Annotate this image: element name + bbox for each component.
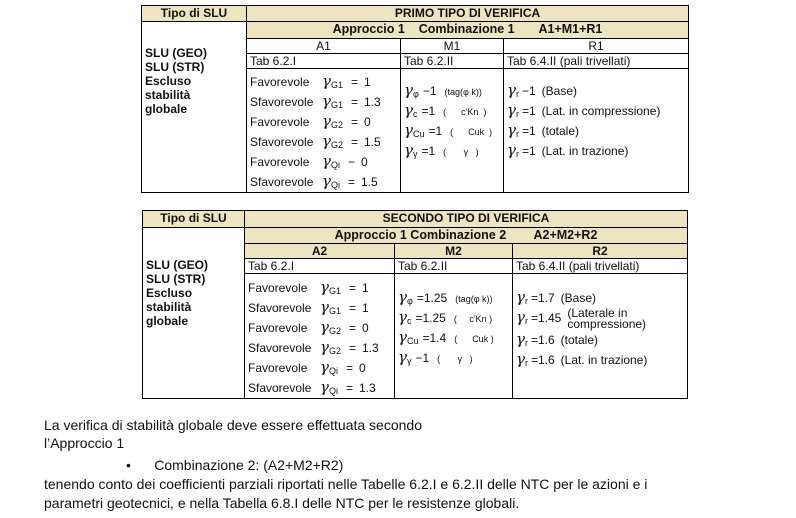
gamma-symbol: γ — [516, 288, 525, 306]
partial-factor-row — [250, 112, 397, 132]
paragraph-line-3: tenendo conto dei coefficienti parziali riportati nelle Tabelle 6.2.I e 6.2.II delle NTC per le azioni e i — [44, 476, 648, 492]
factor-note: (Laterale in compressione) — [567, 306, 647, 331]
factor-subscript: G2 — [328, 346, 341, 356]
approccio-label: Approccio 1 — [332, 22, 405, 36]
gamma-symbol: γ — [404, 81, 413, 99]
partial-factor-row — [250, 172, 397, 192]
factor-operator: = — [348, 341, 356, 355]
factor-label: Favorevole — [248, 321, 308, 335]
gamma-symbol: γ — [516, 308, 525, 326]
factor-note: (Lat. in trazione) — [541, 144, 629, 158]
combo-label: A2+M2+R2 — [533, 228, 598, 242]
tipo-slu-header: Tipo di SLU — [143, 211, 245, 228]
factor-value: =1 — [521, 124, 536, 138]
gamma-symbol: γ — [322, 72, 331, 90]
paragraph-line-2: l’Approccio 1 — [44, 435, 125, 451]
gamma-symbol: γ — [320, 358, 329, 376]
gamma-symbol: γ — [320, 278, 329, 296]
slu-line: Escluso — [146, 286, 193, 300]
factor-label: Favorevole — [250, 115, 310, 129]
gamma-symbol: γ — [507, 81, 516, 99]
combinazione-label: Combinazione 1 — [418, 22, 515, 36]
factor-label: Favorevole — [248, 361, 308, 375]
factor-subscript: G2 — [330, 140, 343, 150]
combination-row — [245, 228, 688, 244]
gamma-symbol: γ — [516, 330, 525, 348]
resistance-factor-row — [507, 81, 685, 101]
col-m-header: M1 — [401, 39, 504, 54]
gamma-symbol: γ — [320, 318, 329, 336]
factor-subscript: r — [515, 109, 519, 119]
factor-value: =1.25 — [416, 291, 448, 305]
factor-operator: − — [347, 155, 355, 169]
resistance-factor-row — [516, 288, 684, 308]
a-coefficients — [247, 69, 401, 193]
factor-subscript: G1 — [328, 286, 341, 296]
slu-line: stabilità — [145, 88, 191, 102]
factor-operator: = — [348, 321, 356, 335]
slu-line: SLU (GEO) — [146, 258, 208, 272]
gamma-symbol: γ — [507, 101, 516, 119]
bullet-icon: • — [126, 457, 131, 473]
factor-note: ( γ ) — [437, 354, 473, 364]
factor-value: 1.5 — [364, 135, 381, 149]
material-factor-row — [404, 121, 500, 141]
bullet-item — [126, 456, 343, 475]
factor-note: (Base) — [541, 84, 577, 98]
gamma-symbol: γ — [320, 378, 329, 396]
tipo-slu-header: Tipo di SLU — [142, 6, 247, 22]
slu-line: globale — [146, 314, 189, 328]
factor-subscript: c — [412, 109, 418, 119]
slu-line: Escluso — [145, 74, 192, 88]
paragraph-line-1: La verifica di stabilità globale deve essere effettuata secondo — [44, 417, 422, 433]
factor-operator: = — [345, 361, 353, 375]
material-factor-row — [398, 348, 509, 368]
slu-line: globale — [145, 102, 188, 116]
resistance-factor-row — [516, 350, 684, 370]
m-coefficients — [395, 274, 513, 399]
gamma-symbol: γ — [507, 121, 516, 139]
table-title: PRIMO TIPO DI VERIFICA — [247, 6, 689, 22]
resistance-factor-row — [507, 121, 685, 141]
factor-note: (totale) — [560, 333, 599, 347]
factor-value: 1.3 — [362, 341, 379, 355]
factor-value: 1.5 — [360, 175, 378, 189]
col-r-header: R1 — [504, 39, 689, 54]
factor-value: =1.6 — [530, 353, 555, 367]
slu-line: SLU (GEO) — [145, 46, 207, 60]
factor-value: 1 — [362, 301, 369, 315]
partial-factor-row — [250, 152, 397, 172]
tab-a-ref: Tab 6.2.I — [245, 259, 395, 274]
m-coefficients — [401, 69, 504, 193]
factor-operator: = — [348, 301, 356, 315]
material-factor-row — [398, 328, 509, 348]
factor-subscript: r — [524, 338, 528, 348]
gamma-symbol: γ — [507, 141, 516, 159]
factor-subscript: r — [515, 149, 519, 159]
factor-subscript: γ — [406, 356, 412, 366]
slu-line: SLU (STR) — [145, 60, 205, 74]
r-coefficients — [513, 274, 688, 399]
gamma-symbol: γ — [320, 298, 329, 316]
factor-note: (totale) — [541, 124, 580, 138]
factor-subscript: Qi — [330, 180, 340, 190]
gamma-symbol: γ — [398, 328, 407, 346]
factor-value: 0 — [360, 155, 368, 169]
factor-value: −1 — [422, 84, 437, 98]
factor-subscript: φ — [406, 296, 413, 306]
factor-label: Sfavorevole — [250, 95, 314, 109]
factor-note: ( γ ) — [443, 147, 479, 157]
factor-subscript: c — [406, 316, 412, 326]
factor-value: 1.3 — [364, 95, 381, 109]
factor-value: 1.3 — [358, 381, 376, 395]
factor-operator: = — [348, 281, 356, 295]
tab-m-ref: Tab 6.2.II — [401, 54, 504, 69]
factor-subscript: r — [524, 316, 528, 326]
factor-operator: = — [350, 95, 358, 109]
resistance-factor-row — [507, 141, 685, 161]
gamma-symbol: γ — [516, 350, 525, 368]
factor-subscript: G1 — [330, 80, 343, 90]
factor-note: (tag(φ k)) — [455, 294, 493, 304]
factor-value: =1 — [521, 144, 536, 158]
factor-note: ( Cuk ) — [454, 334, 494, 344]
table-title: SECONDO TIPO DI VERIFICA — [245, 211, 688, 228]
factor-value: 0 — [358, 361, 366, 375]
factor-value: =1 — [421, 144, 436, 158]
gamma-symbol: γ — [322, 92, 331, 110]
combination-row — [247, 22, 689, 39]
material-factor-row — [404, 81, 500, 101]
col-a-header: A1 — [247, 39, 401, 54]
factor-value: 0 — [364, 115, 371, 129]
factor-label: Sfavorevole — [248, 301, 312, 315]
table-primo-tipo — [141, 5, 689, 193]
factor-subscript: G1 — [328, 306, 341, 316]
partial-factor-row — [250, 72, 397, 92]
gamma-symbol: γ — [398, 348, 407, 366]
partial-factor-row — [248, 378, 391, 398]
factor-operator: = — [345, 381, 353, 395]
col-r-header: R2 — [513, 244, 688, 259]
factor-value: =1.7 — [530, 291, 555, 305]
factor-value: =1 — [428, 124, 443, 138]
gamma-symbol: γ — [322, 132, 331, 150]
table-secondo-tipo — [142, 210, 688, 399]
factor-operator: = — [347, 175, 355, 189]
factor-subscript: Qi — [328, 386, 338, 396]
factor-subscript: G2 — [328, 326, 341, 336]
factor-operator: = — [350, 115, 358, 129]
resistance-factor-row — [516, 308, 684, 330]
partial-factor-row — [248, 338, 391, 358]
factor-subscript: Qi — [328, 366, 338, 376]
factor-note: ( c'Kn ) — [453, 314, 493, 324]
slu-description — [142, 22, 247, 193]
factor-label: Favorevole — [250, 75, 310, 89]
tab-r-ref: Tab 6.4.II (pali trivellati) — [513, 259, 688, 274]
gamma-symbol: γ — [322, 152, 331, 170]
factor-label: Favorevole — [248, 281, 308, 295]
factor-subscript: r — [524, 296, 528, 306]
partial-factor-row — [248, 278, 391, 298]
factor-value: −1 — [415, 351, 430, 365]
factor-value: −1 — [521, 84, 536, 98]
factor-label: Sfavorevole — [250, 135, 314, 149]
factor-label: Sfavorevole — [248, 341, 312, 355]
factor-subscript: G1 — [330, 100, 343, 110]
factor-value: =1 — [521, 104, 536, 118]
tab-m-ref: Tab 6.2.II — [395, 259, 513, 274]
gamma-symbol: γ — [404, 101, 413, 119]
factor-subscript: G2 — [330, 120, 343, 130]
material-factor-row — [404, 101, 500, 121]
factor-operator: = — [350, 135, 358, 149]
factor-note: (tag(φ k)) — [444, 87, 482, 97]
factor-subscript: Cu — [412, 129, 425, 139]
material-factor-row — [398, 288, 509, 308]
gamma-symbol: γ — [398, 288, 407, 306]
partial-factor-row — [250, 132, 397, 152]
combo-label: A1+M1+R1 — [538, 22, 603, 36]
factor-value: =1.4 — [422, 331, 447, 345]
partial-factor-row — [248, 298, 391, 318]
slu-line: stabilità — [146, 300, 192, 314]
factor-operator: = — [350, 75, 358, 89]
gamma-symbol: γ — [322, 172, 331, 190]
slu-description — [143, 228, 245, 399]
a-coefficients — [245, 274, 395, 399]
factor-value: =1.6 — [530, 333, 555, 347]
gamma-symbol: γ — [398, 308, 407, 326]
tab-r-ref: Tab 6.4.II (pali trivellati) — [504, 54, 689, 69]
factor-subscript: r — [524, 358, 528, 368]
factor-value: 1 — [364, 75, 371, 89]
factor-value: =1.45 — [530, 311, 562, 325]
partial-factor-row — [250, 92, 397, 112]
factor-value: 1 — [362, 281, 369, 295]
factor-subscript: r — [515, 129, 519, 139]
approccio-combinazione-label: Approccio 1 Combinazione 2 — [334, 228, 507, 242]
factor-subscript: Cu — [406, 336, 419, 346]
resistance-factor-row — [507, 101, 685, 121]
factor-value: =1 — [421, 104, 436, 118]
gamma-symbol: γ — [320, 338, 329, 356]
factor-label: Sfavorevole — [250, 175, 314, 189]
factor-subscript: γ — [412, 149, 418, 159]
factor-note: ( c'Kn ) — [443, 107, 487, 117]
factor-note: (Lat. in trazione) — [560, 353, 648, 367]
resistance-factor-row — [516, 330, 684, 350]
r-coefficients — [504, 69, 689, 193]
slu-line: SLU (STR) — [146, 272, 206, 286]
factor-subscript: φ — [412, 89, 419, 99]
factor-value: 0 — [362, 321, 369, 335]
gamma-symbol: γ — [404, 121, 413, 139]
col-m-header: M2 — [395, 244, 513, 259]
paragraph-line-4: parametri geotecnici, e nella Tabella 6.8.I delle NTC per le resistenze globali. — [44, 495, 520, 511]
partial-factor-row — [248, 358, 391, 378]
material-factor-row — [404, 141, 500, 161]
factor-subscript: r — [515, 89, 519, 99]
bullet-text: Combinazione 2: (A2+M2+R2) — [154, 457, 344, 473]
partial-factor-row — [248, 318, 391, 338]
factor-value: =1.25 — [415, 311, 446, 325]
factor-note: (Base) — [560, 291, 597, 305]
tab-a-ref: Tab 6.2.I — [247, 54, 401, 69]
factor-subscript: Qi — [330, 160, 340, 170]
factor-note: ( Cuk ) — [450, 127, 493, 137]
factor-label: Sfavorevole — [248, 381, 312, 395]
gamma-symbol: γ — [322, 112, 331, 130]
col-a-header: A2 — [245, 244, 395, 259]
factor-label: Favorevole — [250, 155, 310, 169]
material-factor-row — [398, 308, 509, 328]
gamma-symbol: γ — [404, 141, 413, 159]
factor-note: (Lat. in compressione) — [541, 104, 661, 118]
